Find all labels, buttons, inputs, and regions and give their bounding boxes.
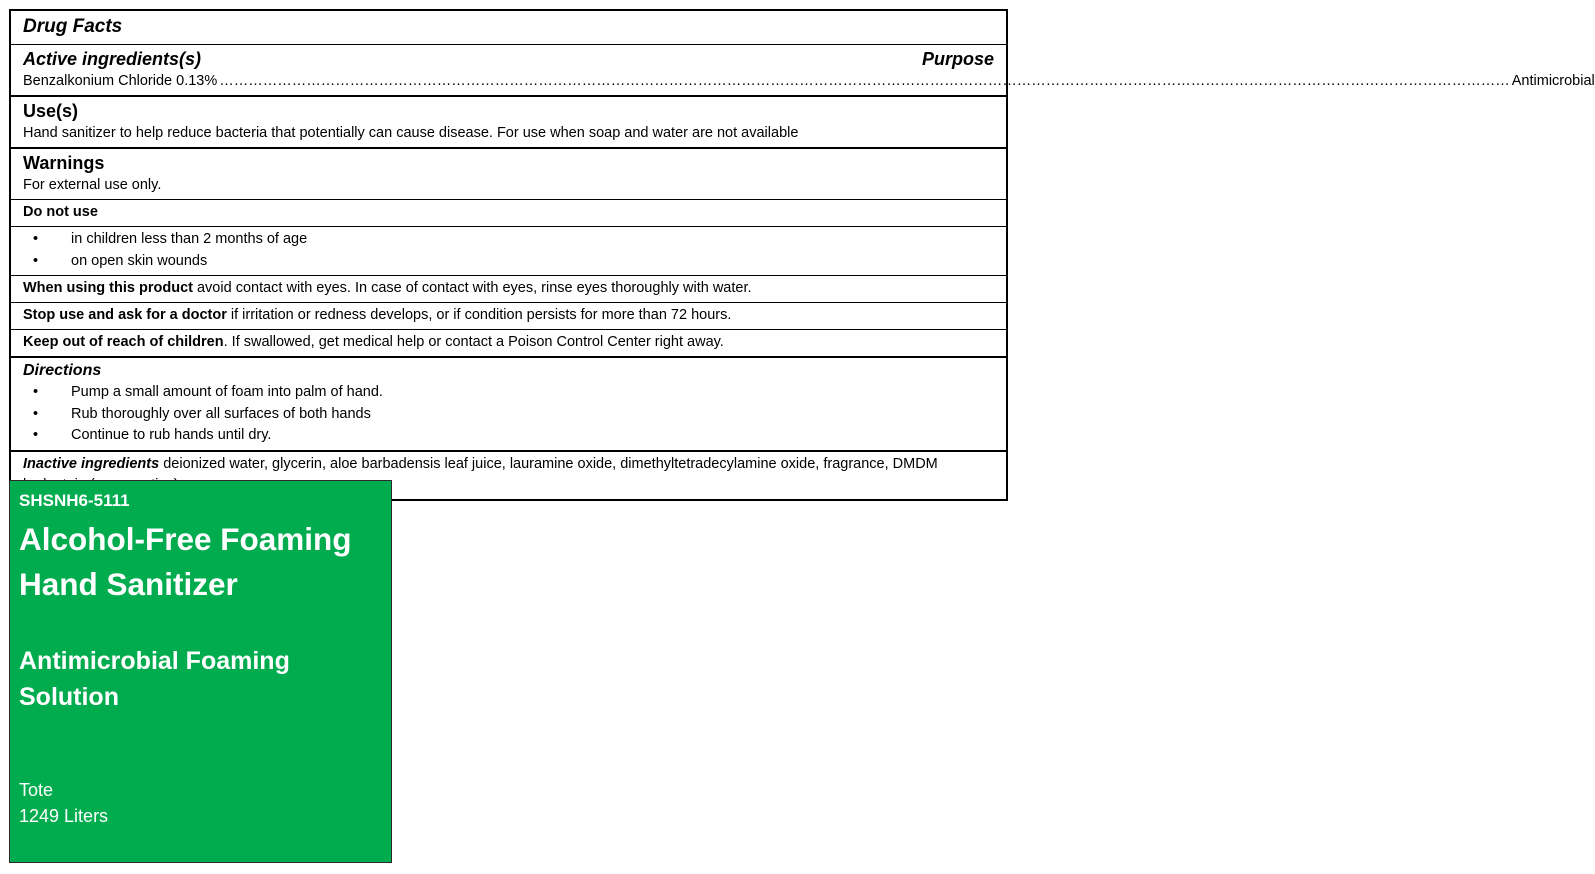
- product-name: [19, 517, 389, 607]
- list-item: • on open skin wounds: [23, 251, 994, 273]
- bullet-icon: •: [33, 384, 39, 400]
- active-ingredients-heading: Active ingredients(s): [23, 49, 202, 69]
- product-subtitle: [19, 643, 389, 715]
- bullet-icon: •: [33, 427, 39, 443]
- package-type: Tote: [19, 780, 54, 800]
- purpose-heading: Purpose: [921, 49, 994, 69]
- product-name-line2: Hand Sanitizer: [19, 566, 238, 602]
- drug-facts-title-section: [11, 11, 1006, 44]
- leader-dots: ……………………………………………………………………………………………………………………………………………………………………………………………………………………………………………: [219, 73, 1510, 89]
- active-ingredient-row: [23, 71, 1595, 92]
- directions-section: [11, 356, 1006, 450]
- bullet-icon: •: [33, 405, 39, 422]
- uses-text: Hand sanitizer to help reduce bacteria that potentially can cause disease. For use when soap and water are not available: [23, 125, 799, 141]
- when-using-text: When using this product avoid contact with eyes. In case of contact with eyes, rinse eyes thoroughly with water.: [23, 280, 752, 296]
- warnings-heading: Warnings: [23, 153, 105, 173]
- active-ingredient-purpose: Antimicrobial: [1511, 73, 1595, 89]
- directions-list: [23, 382, 994, 447]
- directions-heading: Directions: [23, 362, 102, 379]
- product-subtitle-line2: Solution: [19, 683, 119, 711]
- stop-use-lead: Stop use and ask for a doctor: [23, 307, 227, 323]
- package-volume: 1249 Liters: [19, 806, 109, 826]
- keep-out-section: [11, 329, 1006, 356]
- bullet-icon: •: [33, 252, 39, 269]
- list-item: • Pump a small amount of foam into palm of hand.: [23, 382, 994, 404]
- warnings-text: For external use only.: [23, 177, 162, 193]
- list-item: • Rub thoroughly over all surfaces of both hands: [23, 404, 994, 426]
- stop-use-section: [11, 302, 1006, 329]
- product-name-line1: Alcohol-Free Foaming: [19, 521, 352, 557]
- drug-facts-table: [9, 9, 1595, 501]
- keep-out-lead: Keep out of reach of children: [23, 334, 224, 350]
- package-info: [19, 777, 108, 829]
- uses-section: [11, 95, 1006, 147]
- drug-facts-title: Drug Facts: [23, 16, 123, 37]
- do-not-use-section: [11, 199, 1006, 226]
- bullet-icon: •: [33, 231, 39, 247]
- product-code: SHSNH6-5111: [19, 491, 130, 510]
- do-not-use-list-section: [11, 226, 1006, 275]
- when-using-lead: When using this product: [23, 280, 193, 296]
- warnings-section: [11, 147, 1006, 199]
- list-item: • in children less than 2 months of age: [23, 229, 994, 251]
- list-item: • Continue to rub hands until dry.: [23, 425, 994, 447]
- inactive-ingredients-text: Inactive ingredients deionized water, glycerin, aloe barbadensis leaf juice, lauramine oxide, dimethyltetradecylamine oxide, fragrance, DMDM: [23, 455, 938, 472]
- do-not-use-heading: Do not use: [23, 204, 98, 220]
- stop-use-text: Stop use and ask for a doctor if irritation or redness develops, or if condition persists for more than 72 hours.: [23, 307, 732, 323]
- when-using-section: [11, 275, 1006, 302]
- inactive-ingredients-lead: Inactive ingredients: [23, 455, 160, 472]
- product-label-panel: [9, 480, 392, 863]
- active-ingredient-name: Benzalkonium Chloride 0.13%: [23, 73, 218, 89]
- do-not-use-list: [23, 229, 994, 272]
- uses-heading: Use(s): [23, 101, 79, 121]
- product-subtitle-line1: Antimicrobial Foaming: [19, 647, 290, 675]
- keep-out-text: Keep out of reach of children. If swallowed, get medical help or contact a Poison Control Center right away.: [23, 334, 724, 350]
- active-ingredients-section: [11, 44, 1595, 95]
